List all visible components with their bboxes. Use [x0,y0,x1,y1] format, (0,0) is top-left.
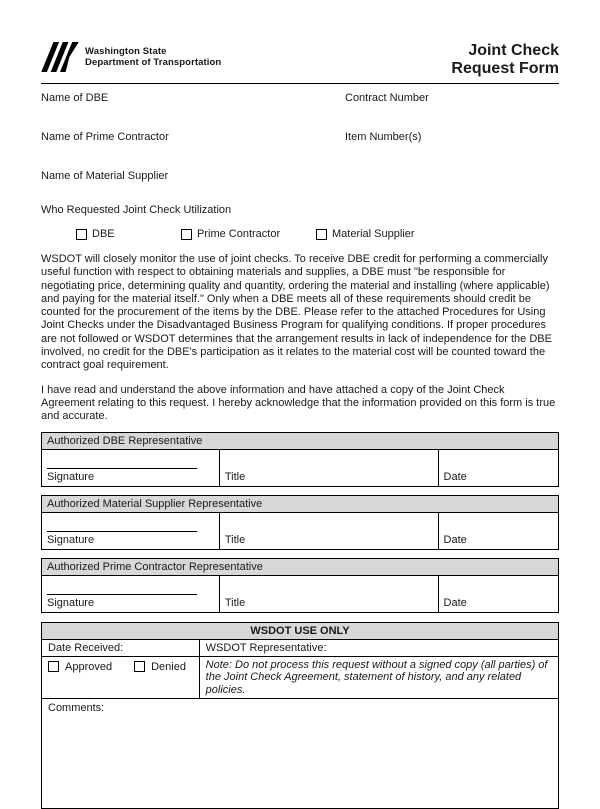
form-header [41,42,559,78]
page-title [451,42,559,78]
comments-label: Comments: [48,702,105,715]
material-supplier-checkbox-label: Material Supplier [332,228,415,240]
approved-checkbox[interactable] [48,661,59,672]
signature-line[interactable] [47,468,197,469]
signature-table-prime-contractor [41,558,559,613]
item-numbers-label: Item Number(s) [345,131,422,143]
dbe-checkbox[interactable] [76,229,87,240]
title-label: Title [224,596,246,609]
signature-label: Signature [47,596,95,609]
material-supplier-checkbox[interactable] [316,229,327,240]
field-row-2 [41,131,559,143]
option-material-supplier [316,228,415,240]
agency-name-line2: Department of Transportation [85,57,222,68]
who-requested-label: Who Requested Joint Check Utilization [41,204,232,216]
signature-table-material-supplier-header: Authorized Material Supplier Representative [42,495,559,512]
agency-name-line1: Washington State [85,45,167,57]
signature-table-prime-contractor-header: Authorized Prime Contractor Representative [42,558,559,575]
approved-checkbox-label: Approved [65,660,113,673]
page-title-line2: Request Form [451,60,559,77]
wsdot-use-only-header: WSDOT USE ONLY [42,622,559,639]
page-title-line1: Joint Check [468,42,559,59]
denied-checkbox[interactable] [134,661,145,672]
name-of-material-supplier-label: Name of Material Supplier [41,170,169,182]
who-requested-options [41,228,559,242]
signature-table-dbe [41,432,559,487]
dbe-checkbox-label: DBE [92,228,115,240]
agency-name [85,46,221,69]
spacer [41,143,559,162]
date-label: Date [443,533,467,546]
signature-table-dbe-header: Authorized DBE Representative [42,432,559,449]
spacer [41,104,559,123]
prime-contractor-checkbox-label: Prime Contractor [197,228,281,240]
name-of-dbe-label: Name of DBE [41,92,109,104]
comments-cell[interactable] [42,699,559,809]
empty-cell [345,170,559,182]
field-row-3 [41,170,559,182]
wsdot-representative-label: WSDOT Representative: [205,641,327,654]
acknowledgement-paragraph: I have read and understand the above information and have attached a copy of the Joint Check Agreement relating to this request. I hereby acknowledge that the information provided on this form is true and accurate. [41,383,556,423]
date-cell[interactable] [438,449,558,486]
title-label: Title [224,533,246,546]
date-received-label: Date Received: [48,641,124,654]
contract-number-label: Contract Number [345,92,429,104]
signature-label: Signature [47,470,95,483]
wsdot-use-only-table [41,622,559,809]
title-cell[interactable] [219,449,438,486]
option-prime-contractor [181,228,280,240]
signature-table-material-supplier [41,495,559,550]
wsdot-representative-cell[interactable] [199,639,558,656]
approval-cell [42,656,200,699]
field-row-1 [41,92,559,104]
signature-cell [42,575,220,612]
option-dbe [76,228,115,240]
date-label: Date [443,470,467,483]
signature-cell [42,512,220,549]
name-of-prime-contractor-label: Name of Prime Contractor [41,131,169,143]
prime-contractor-checkbox[interactable] [181,229,192,240]
note-cell: Note: Do not process this request without a signed copy (all parties) of the Joint Check Agreement, statement of history, and any related policies. [199,656,558,699]
date-cell[interactable] [438,575,558,612]
signature-line[interactable] [47,531,197,532]
header-divider [41,83,559,84]
monitor-paragraph: WSDOT will closely monitor the use of joint checks. To receive DBE credit for performing a commercially useful function with respect to obtaining materials and supplies, a DBE must "be responsible for negotiating price, determining quality and quantity, ordering the material and installing (where applicable) and paying for the material itself." Only when a DBE meets all of these requirements should credit be counted for the procurement of the items by the DBE. Please refer to the attached Procedures for Using Joint Checks under the Disadvantaged Business Program for qualifying conditions. If proper procedures are not followed or WSDOT determines that the arrangement results in lack of independence for the DBE involved, no credit for the DBE's participation as it relates to the material cost will be counted toward the contract goal requirement. [41,253,552,372]
title-label: Title [224,470,246,483]
date-received-cell[interactable] [42,639,200,656]
signature-line[interactable] [47,594,197,595]
wsdot-logo-icon [41,42,79,72]
title-cell[interactable] [219,575,438,612]
signature-label: Signature [47,533,95,546]
date-label: Date [443,596,467,609]
signature-cell [42,449,220,486]
denied-checkbox-label: Denied [151,660,186,673]
date-cell[interactable] [438,512,558,549]
title-cell[interactable] [219,512,438,549]
agency-brand [41,42,221,72]
